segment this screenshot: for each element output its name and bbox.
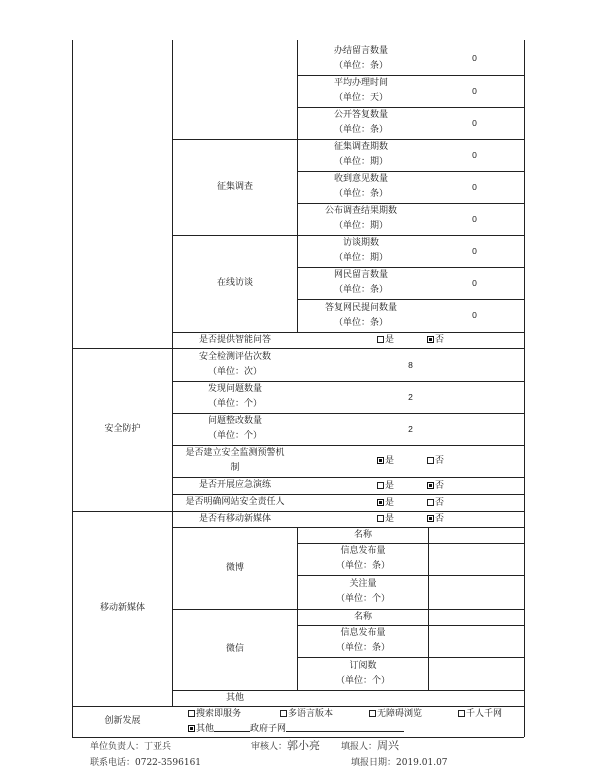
security-tests-value: 8 <box>408 359 413 370</box>
row-value-avg-time: 0 <box>472 85 477 96</box>
row-value-netizen-messages: 0 <box>472 277 477 288</box>
innovation-accessibility-option[interactable]: 无障碍浏览 <box>369 707 422 721</box>
weixin-posts-label: 信息发布量 （单位：条） <box>335 628 390 653</box>
security-fixed-value: 2 <box>408 423 413 434</box>
weibo-posts-value[interactable] <box>429 543 524 575</box>
footer-filler: 填报人：周兴 <box>341 739 400 752</box>
weixin-subscribers-label: 订阅数 （单位：个） <box>335 660 390 686</box>
security-owner-label: 是否明确网站安全责任人 <box>185 497 285 507</box>
weibo-name-label: 名称 <box>353 529 372 540</box>
weixin-name-label: 名称 <box>353 611 372 622</box>
weixin-name-value[interactable] <box>429 609 524 625</box>
media-other-label: 其他 <box>225 692 244 703</box>
group-label-weibo: 微博 <box>225 562 244 573</box>
row-label-survey-results: 公布调查结果期数 （单位：期） <box>324 206 397 231</box>
row-value-survey-results: 0 <box>472 213 477 224</box>
row-label-interview-count: 访谈期数 （单位：期） <box>333 238 388 263</box>
smart-qa-yes-option[interactable]: 是 <box>377 333 394 347</box>
row-value-survey-count: 0 <box>472 149 477 160</box>
security-monitor-label: 是否建立安全监测预警机 制 <box>185 448 285 473</box>
weixin-posts-value[interactable] <box>429 625 524 657</box>
weibo-posts-label: 信息发布量 （单位：条） <box>335 546 390 571</box>
innovation-other-option[interactable]: 其他 政府子网 <box>188 722 404 736</box>
checkbox-icon <box>369 710 376 717</box>
security-monitor-no-option[interactable]: 否 <box>427 454 444 468</box>
row-label-opinions: 收到意见数量 （单位：条） <box>333 174 388 199</box>
checkbox-icon <box>377 515 384 522</box>
security-drill-yes-option[interactable]: 是 <box>377 479 394 493</box>
security-owner-yes-option[interactable]: 是 <box>377 496 394 510</box>
row-value-interview-count: 0 <box>472 245 477 256</box>
checkbox-icon <box>427 457 434 464</box>
security-issues-value: 2 <box>408 391 413 402</box>
row-value-answered-questions: 0 <box>472 310 477 320</box>
security-tests-label: 安全检测评估次数 （单位：次） <box>198 352 271 377</box>
security-owner-no-option[interactable]: 否 <box>427 496 444 510</box>
group-label-survey: 征集调查 <box>216 181 253 192</box>
smart-qa-label: 是否提供智能问答 <box>198 334 271 345</box>
security-issues-label: 发现问题数量 （单位：个） <box>207 384 262 409</box>
checkbox-icon <box>280 710 287 717</box>
group-label-mobile-media: 移动新媒体 <box>99 603 145 613</box>
group-label-interview: 在线访谈 <box>216 278 253 288</box>
row-label-survey-count: 征集调查期数 （单位：期） <box>333 142 388 167</box>
group-label-weixin: 微信 <box>225 644 244 654</box>
innovation-multilanguage-option[interactable]: 多语言版本 <box>280 707 333 721</box>
footer-reviewer: 审核人：郭小亮 <box>251 739 321 752</box>
media-other-value[interactable] <box>298 690 524 706</box>
weibo-followers-value[interactable] <box>429 575 524 609</box>
row-label-answered-questions: 答复网民提问数量 （单位：条） <box>324 302 397 328</box>
footer-phone: 联系电话：0722-3596161 <box>90 758 202 768</box>
checkbox-checked-icon <box>427 515 434 522</box>
group-label-security: 安全防护 <box>104 424 141 434</box>
weixin-subscribers-value[interactable] <box>429 657 524 690</box>
innovation-search-service-option[interactable]: 搜索即服务 <box>188 707 241 721</box>
checkbox-icon <box>188 710 195 717</box>
checkbox-checked-icon <box>377 499 384 506</box>
security-monitor-yes-option[interactable]: 是 <box>377 454 394 468</box>
smart-qa-no-option[interactable]: 否 <box>427 333 444 347</box>
checkbox-icon <box>427 499 434 506</box>
row-value-closed-messages: 0 <box>472 53 477 63</box>
checkbox-checked-icon <box>377 457 384 464</box>
has-media-no-option[interactable]: 否 <box>427 512 444 526</box>
other-underline <box>214 722 250 732</box>
checkbox-checked-icon <box>427 482 434 489</box>
row-label-closed-messages: 办结留言数量 （单位：条） <box>333 45 388 71</box>
row-label-avg-time: 平均办理时间 （单位：天） <box>333 78 388 103</box>
checkbox-icon <box>377 336 384 343</box>
group-label-innovation: 创新发展 <box>104 716 141 726</box>
footer-date: 填报日期：2019.01.07 <box>351 758 448 768</box>
weibo-followers-label: 关注量 （单位：个） <box>335 579 390 604</box>
security-drill-no-option[interactable]: 否 <box>427 479 444 493</box>
has-media-yes-option[interactable]: 是 <box>377 512 394 526</box>
checkbox-icon <box>458 710 465 717</box>
checkbox-icon <box>377 482 384 489</box>
has-media-label: 是否有移动新媒体 <box>198 513 271 524</box>
checkbox-checked-icon <box>427 336 434 343</box>
row-value-opinions: 0 <box>472 181 477 192</box>
weibo-name-value[interactable] <box>429 527 524 543</box>
security-drill-label: 是否开展应急演练 <box>198 480 271 490</box>
security-fixed-label: 问题整改数量 （单位：个） <box>207 416 262 441</box>
subsite-underline[interactable] <box>286 722 404 732</box>
row-value-public-replies: 0 <box>472 117 477 128</box>
innovation-personalized-option[interactable]: 千人千网 <box>458 707 502 721</box>
footer-unit-leader: 单位负责人：丁亚兵 <box>90 742 172 752</box>
row-label-public-replies: 公开答复数量 （单位：条） <box>333 110 388 135</box>
checkbox-checked-icon <box>188 725 195 732</box>
row-label-netizen-messages: 网民留言数量 （单位：条） <box>333 270 388 295</box>
